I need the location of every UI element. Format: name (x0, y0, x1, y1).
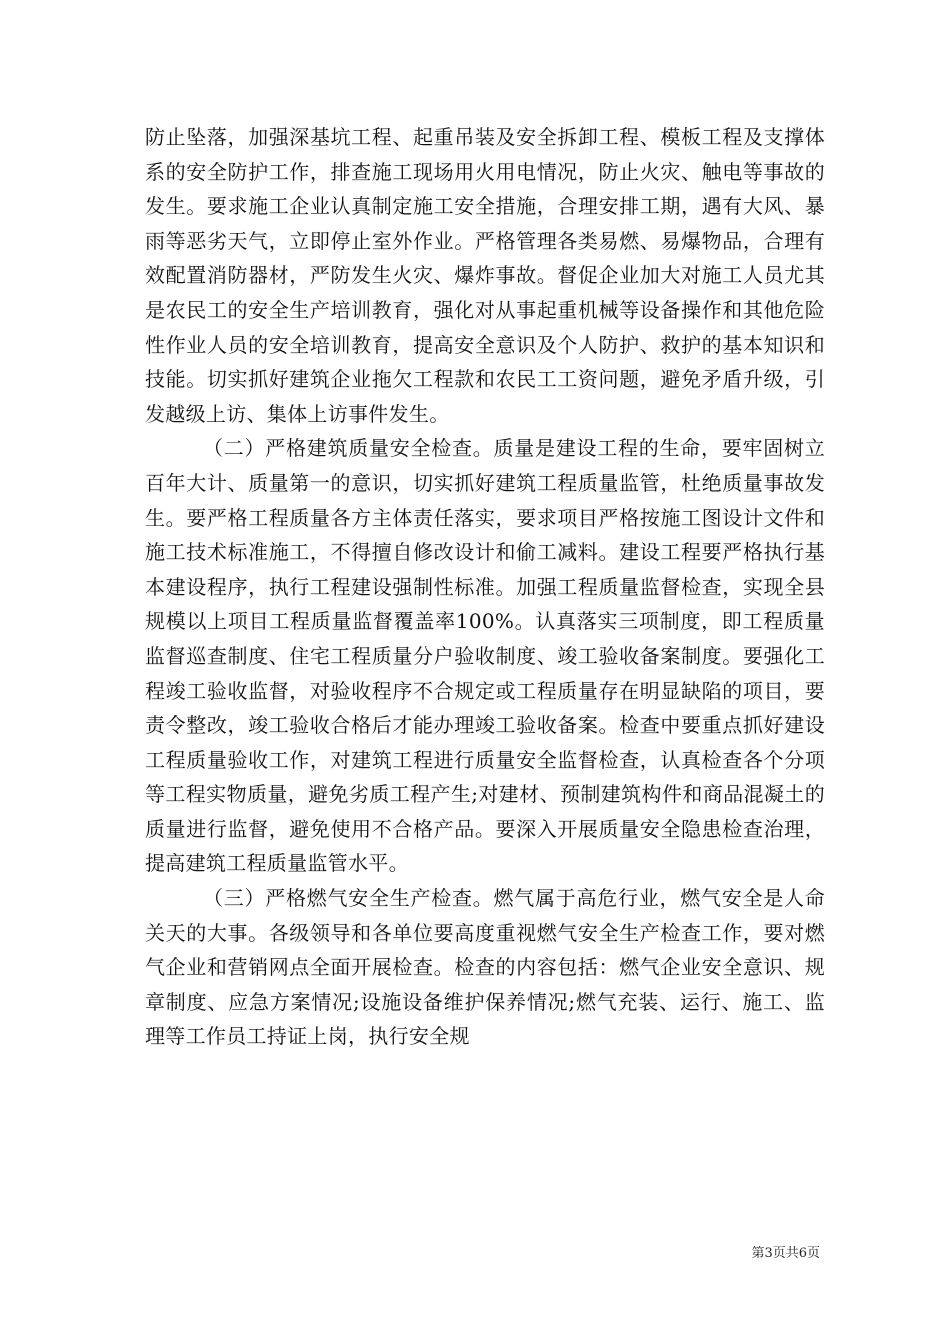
document-body (145, 120, 825, 1054)
paragraph-continuation: 防止坠落，加强深基坑工程、起重吊装及安全拆卸工程、模板工程及支撑体系的安全防护工作，排查施工现场用火用电情况，防止火灾、触电等事故的发生。要求施工企业认真制定施工安全措施，合理安排工期，遇有大风、暴雨等恶劣天气，立即停止室外作业。严格管理各类易燃、易爆物品，合理有效配置消防器材，严防发生火灾、爆炸事故。督促企业加大对施工人员尤其是农民工的安全生产培训教育，强化对从事起重机械等设备操作和其他危险性作业人员的安全培训教育，提高安全意识及个人防护、救护的基本知识和技能。切实抓好建筑企业拖欠工程款和农民工工资问题，避免矛盾升级，引发越级上访、集体上访事件发生。 (145, 125, 825, 426)
page-number-footer: 第3页共6页 (751, 1246, 820, 1261)
paragraph-gas-safety: （三）严格燃气安全生产检查。燃气属于高危行业，燃气安全是人命关天的大事。各级领导和各单位要高度重视燃气安全生产检查工作，要对燃气企业和营销网点全面开展检查。检查的内容包括：燃气企业安全意识、规章制度、应急方案情况;设施设备维护保养情况;燃气充装、运行、施工、监理等工作员工持证上岗，执行安全规 (145, 886, 825, 1049)
paragraph-construction-quality: （二）严格建筑质量安全检查。质量是建设工程的生命，要牢固树立百年大计、质量第一的意识，切实抓好建筑工程质量监管，杜绝质量事故发生。要严格工程质量各方主体责任落实，要求项目严格按施工图设计文件和施工技术标准施工，不得擅自修改设计和偷工减料。建设工程要严格执行基本建设程序，执行工程建设强制性标准。加强工程质量监督检查，实现全县规模以上项目工程质量监督覆盖率100%。认真落实三项制度，即工程质量监督巡查制度、住宅工程质量分户验收制度、竣工验收备案制度。要强化工程竣工验收监督，对验收程序不合规定或工程质量存在明显缺陷的项目，要责令整改，竣工验收合格后才能办理竣工验收备案。检查中要重点抓好建设工程质量验收工作，对建筑工程进行质量安全监督检查，认真检查各个分项等工程实物质量，避免劣质工程产生;对建材、预制建筑构件和商品混凝土的质量进行监督，避免使用不合格产品。要深入开展质量安全隐患检查治理，提高建筑工程质量监管水平。 (145, 436, 825, 876)
